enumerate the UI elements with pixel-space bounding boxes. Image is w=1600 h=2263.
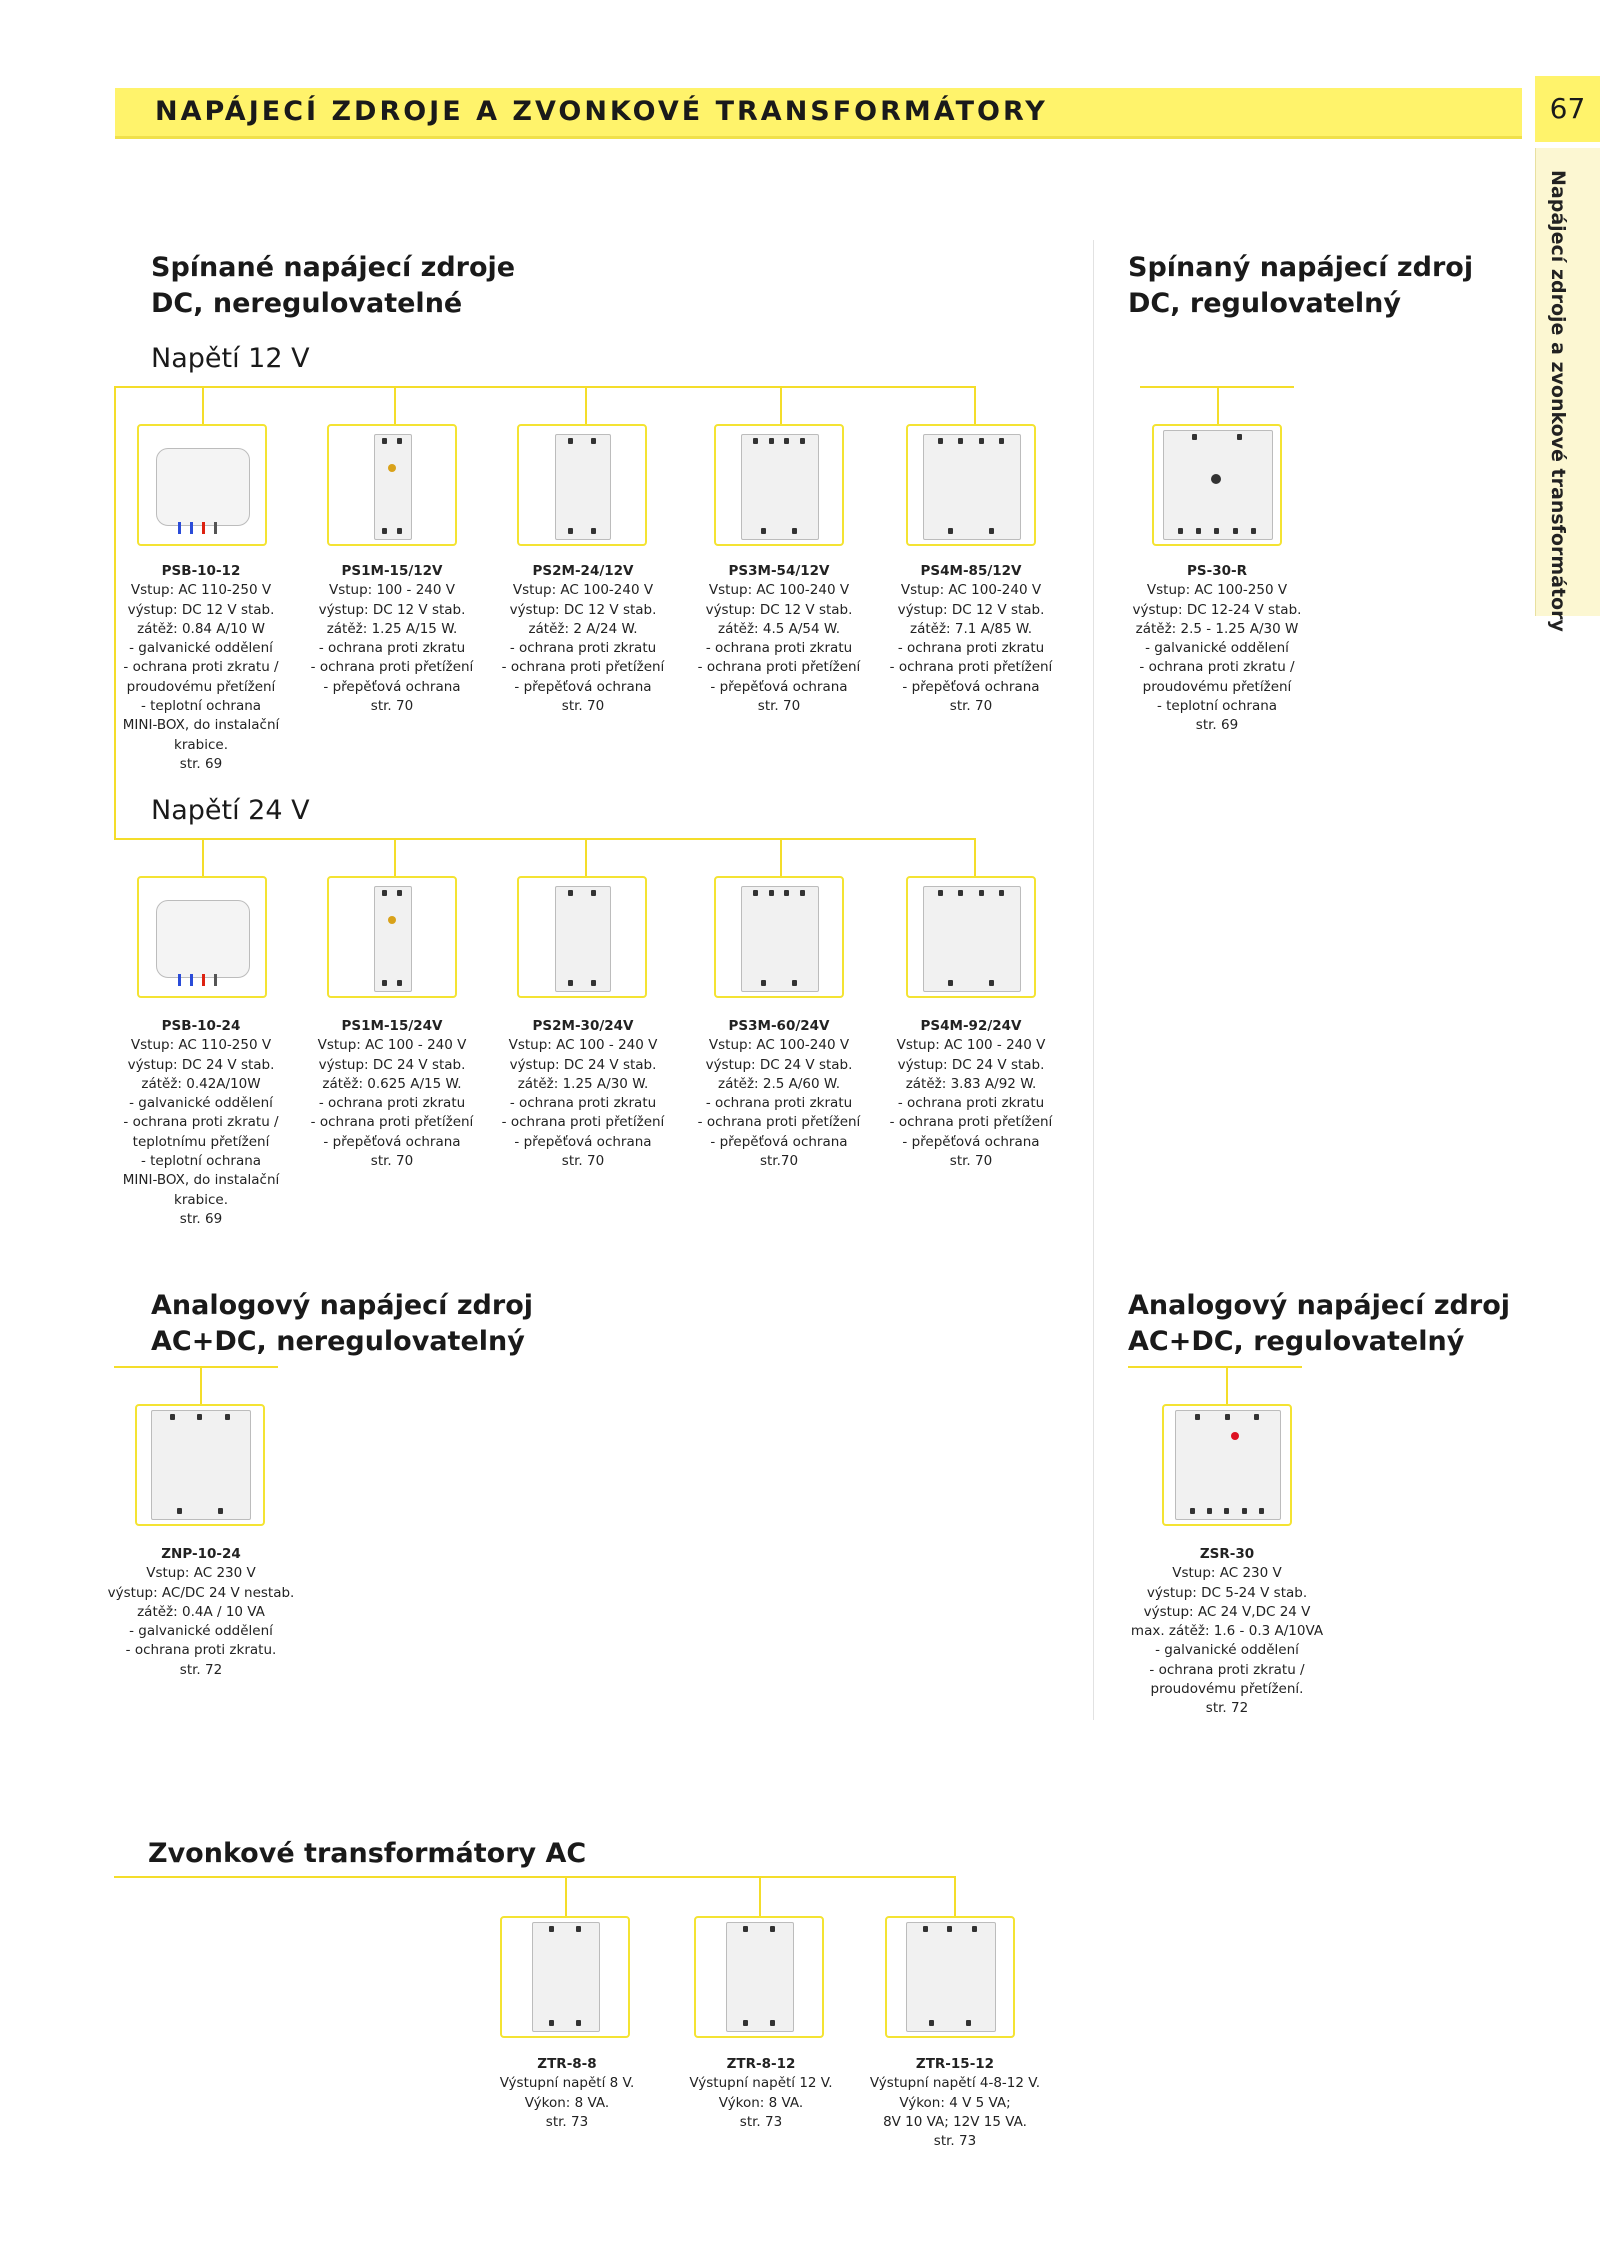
product-image-psb-10-24 <box>137 876 267 998</box>
page-title: NAPÁJECÍ ZDROJE A ZVONKOVÉ TRANSFORMÁTORY <box>155 96 1048 127</box>
product-image-ztr-15-12 <box>885 1916 1015 2038</box>
product-info-psb-10-24: PSB-10-24 Vstup: AC 110-250 V výstup: DC 24 V stab. zátěž: 0.42A/10W - galvanické oddělení - ochrana proti zkratu / teplotnímu přetížení - teplotní ochrana MINI-BOX, do instalační krabice. str. 69 <box>91 1017 311 1229</box>
product-info-psb-10-12: PSB-10-12 Vstup: AC 110-250 V výstup: DC 12 V stab. zátěž: 0.84 A/10 W - galvanické oddělení - ochrana proti zkratu / proudovému přetížení - teplotní ochrana MINI-BOX, do instalační krabice. str. 69 <box>91 562 311 774</box>
product-image-ps4m-92-24v <box>906 876 1036 998</box>
product-name: PS1M-15/12V <box>341 563 443 579</box>
product-image-ps2m-30-24v <box>517 876 647 998</box>
product-info-ps-30-r: PS-30-R Vstup: AC 100-250 V výstup: DC 12-24 V stab. zátěž: 2.5 - 1.25 A/30 W - galvanické oddělení - ochrana proti zkratu / proudovému přetížení - teplotní ochrana str. 69 <box>1107 562 1327 736</box>
section-title-dc-unreg-2: DC, neregulovatelné <box>151 288 463 319</box>
product-info-ps2m-30-24v: PS2M-30/24V Vstup: AC 100 - 240 V výstup: DC 24 V stab. zátěž: 1.25 A/30 W. - ochrana proti zkratu - ochrana proti přetížení - přepěťová ochrana str. 70 <box>473 1017 693 1171</box>
product-info-ps2m-24-12v: PS2M-24/12V Vstup: AC 100-240 V výstup: DC 12 V stab. zátěž: 2 A/24 W. - ochrana proti zkratu - ochrana proti přetížení - přepěťová ochrana str. 70 <box>473 562 693 716</box>
product-name: PS2M-30/24V <box>532 1018 634 1034</box>
group-title-12v: Napětí 12 V <box>151 343 310 374</box>
product-name: PS3M-54/12V <box>728 563 830 579</box>
column-divider <box>1093 240 1094 1720</box>
product-name: ZTR-8-8 <box>537 2056 597 2072</box>
product-name: PS3M-60/24V <box>728 1018 830 1034</box>
side-tab-label: Napájecí zdroje a zvonkové transformátory <box>1547 170 1569 632</box>
section-title-bell: Zvonkové transformátory AC <box>148 1838 587 1869</box>
product-name: PS1M-15/24V <box>341 1018 443 1034</box>
product-info-ztr-8-8: ZTR-8-8 Výstupní napětí 8 V. Výkon: 8 VA. str. 73 <box>457 2055 677 2132</box>
product-info-ps3m-60-24v: PS3M-60/24V Vstup: AC 100-240 V výstup: DC 24 V stab. zátěž: 2.5 A/60 W. - ochrana proti zkratu - ochrana proti přetížení - přepěťová ochrana str.70 <box>669 1017 889 1171</box>
product-image-psb-10-12 <box>137 424 267 546</box>
product-name: PSB-10-24 <box>161 1018 241 1034</box>
section-title-ac-reg-1: Analogový napájecí zdroj <box>1128 1290 1510 1321</box>
product-info-ztr-8-12: ZTR-8-12 Výstupní napětí 12 V. Výkon: 8 VA. str. 73 <box>651 2055 871 2132</box>
product-name: PS4M-92/24V <box>920 1018 1022 1034</box>
product-image-ps4m-85-12v <box>906 424 1036 546</box>
product-info-ps1m-15-24v: PS1M-15/24V Vstup: AC 100 - 240 V výstup: DC 24 V stab. zátěž: 0.625 A/15 W. - ochrana proti zkratu - ochrana proti přetížení - přepěťová ochrana str. 70 <box>282 1017 502 1171</box>
page-number: 67 <box>1535 76 1600 142</box>
product-name: ZNP-10-24 <box>161 1546 241 1562</box>
product-info-ztr-15-12: ZTR-15-12 Výstupní napětí 4-8-12 V. Výkon: 4 V 5 VA; 8V 10 VA; 12V 15 VA. str. 73 <box>845 2055 1065 2151</box>
section-title-dc-unreg-1: Spínané napájecí zdroje <box>151 252 516 283</box>
product-image-ps2m-24-12v <box>517 424 647 546</box>
product-name: ZTR-15-12 <box>915 2056 995 2072</box>
product-name: PS4M-85/12V <box>920 563 1022 579</box>
product-name: ZSR-30 <box>1199 1546 1255 1562</box>
product-name: PS-30-R <box>1186 563 1247 579</box>
product-name: PS2M-24/12V <box>532 563 634 579</box>
product-image-znp-10-24 <box>135 1404 265 1526</box>
product-info-ps4m-85-12v: PS4M-85/12V Vstup: AC 100-240 V výstup: DC 12 V stab. zátěž: 7.1 A/85 W. - ochrana proti zkratu - ochrana proti přetížení - přepěťová ochrana str. 70 <box>861 562 1081 716</box>
product-info-znp-10-24: ZNP-10-24 Vstup: AC 230 V výstup: AC/DC 24 V nestab. zátěž: 0.4A / 10 VA - galvanické oddělení - ochrana proti zkratu. str. 72 <box>91 1545 311 1680</box>
product-image-ps1m-15-24v <box>327 876 457 998</box>
section-title-ac-unreg-2: AC+DC, neregulovatelný <box>151 1326 525 1357</box>
section-title-ac-reg-2: AC+DC, regulovatelný <box>1128 1326 1465 1357</box>
product-image-ps-30-r <box>1152 424 1282 546</box>
section-title-dc-reg-2: DC, regulovatelný <box>1128 288 1401 319</box>
section-title-ac-unreg-1: Analogový napájecí zdroj <box>151 1290 533 1321</box>
product-name: PSB-10-12 <box>161 563 241 579</box>
product-image-ztr-8-12 <box>694 1916 824 2038</box>
product-info-ps1m-15-12v: PS1M-15/12V Vstup: 100 - 240 V výstup: DC 12 V stab. zátěž: 1.25 A/15 W. - ochrana proti zkratu - ochrana proti přetížení - přepěťová ochrana str. 70 <box>282 562 502 716</box>
product-image-ps1m-15-12v <box>327 424 457 546</box>
group-title-24v: Napětí 24 V <box>151 795 310 826</box>
section-title-dc-reg-1: Spínaný napájecí zdroj <box>1128 252 1474 283</box>
product-image-ps3m-60-24v <box>714 876 844 998</box>
product-image-zsr-30 <box>1162 1404 1292 1526</box>
product-info-ps4m-92-24v: PS4M-92/24V Vstup: AC 100 - 240 V výstup: DC 24 V stab. zátěž: 3.83 A/92 W. - ochrana proti zkratu - ochrana proti přetížení - přepěťová ochrana str. 70 <box>861 1017 1081 1171</box>
product-info-ps3m-54-12v: PS3M-54/12V Vstup: AC 100-240 V výstup: DC 12 V stab. zátěž: 4.5 A/54 W. - ochrana proti zkratu - ochrana proti přetížení - přepěťová ochrana str. 70 <box>669 562 889 716</box>
product-name: ZTR-8-12 <box>726 2056 796 2072</box>
product-image-ztr-8-8 <box>500 1916 630 2038</box>
product-image-ps3m-54-12v <box>714 424 844 546</box>
product-info-zsr-30: ZSR-30 Vstup: AC 230 V výstup: DC 5-24 V stab. výstup: AC 24 V,DC 24 V max. zátěž: 1.6 - 0.3 A/10VA - galvanické oddělení - ochrana proti zkratu / proudovému přetížení. str. 72 <box>1117 1545 1337 1719</box>
